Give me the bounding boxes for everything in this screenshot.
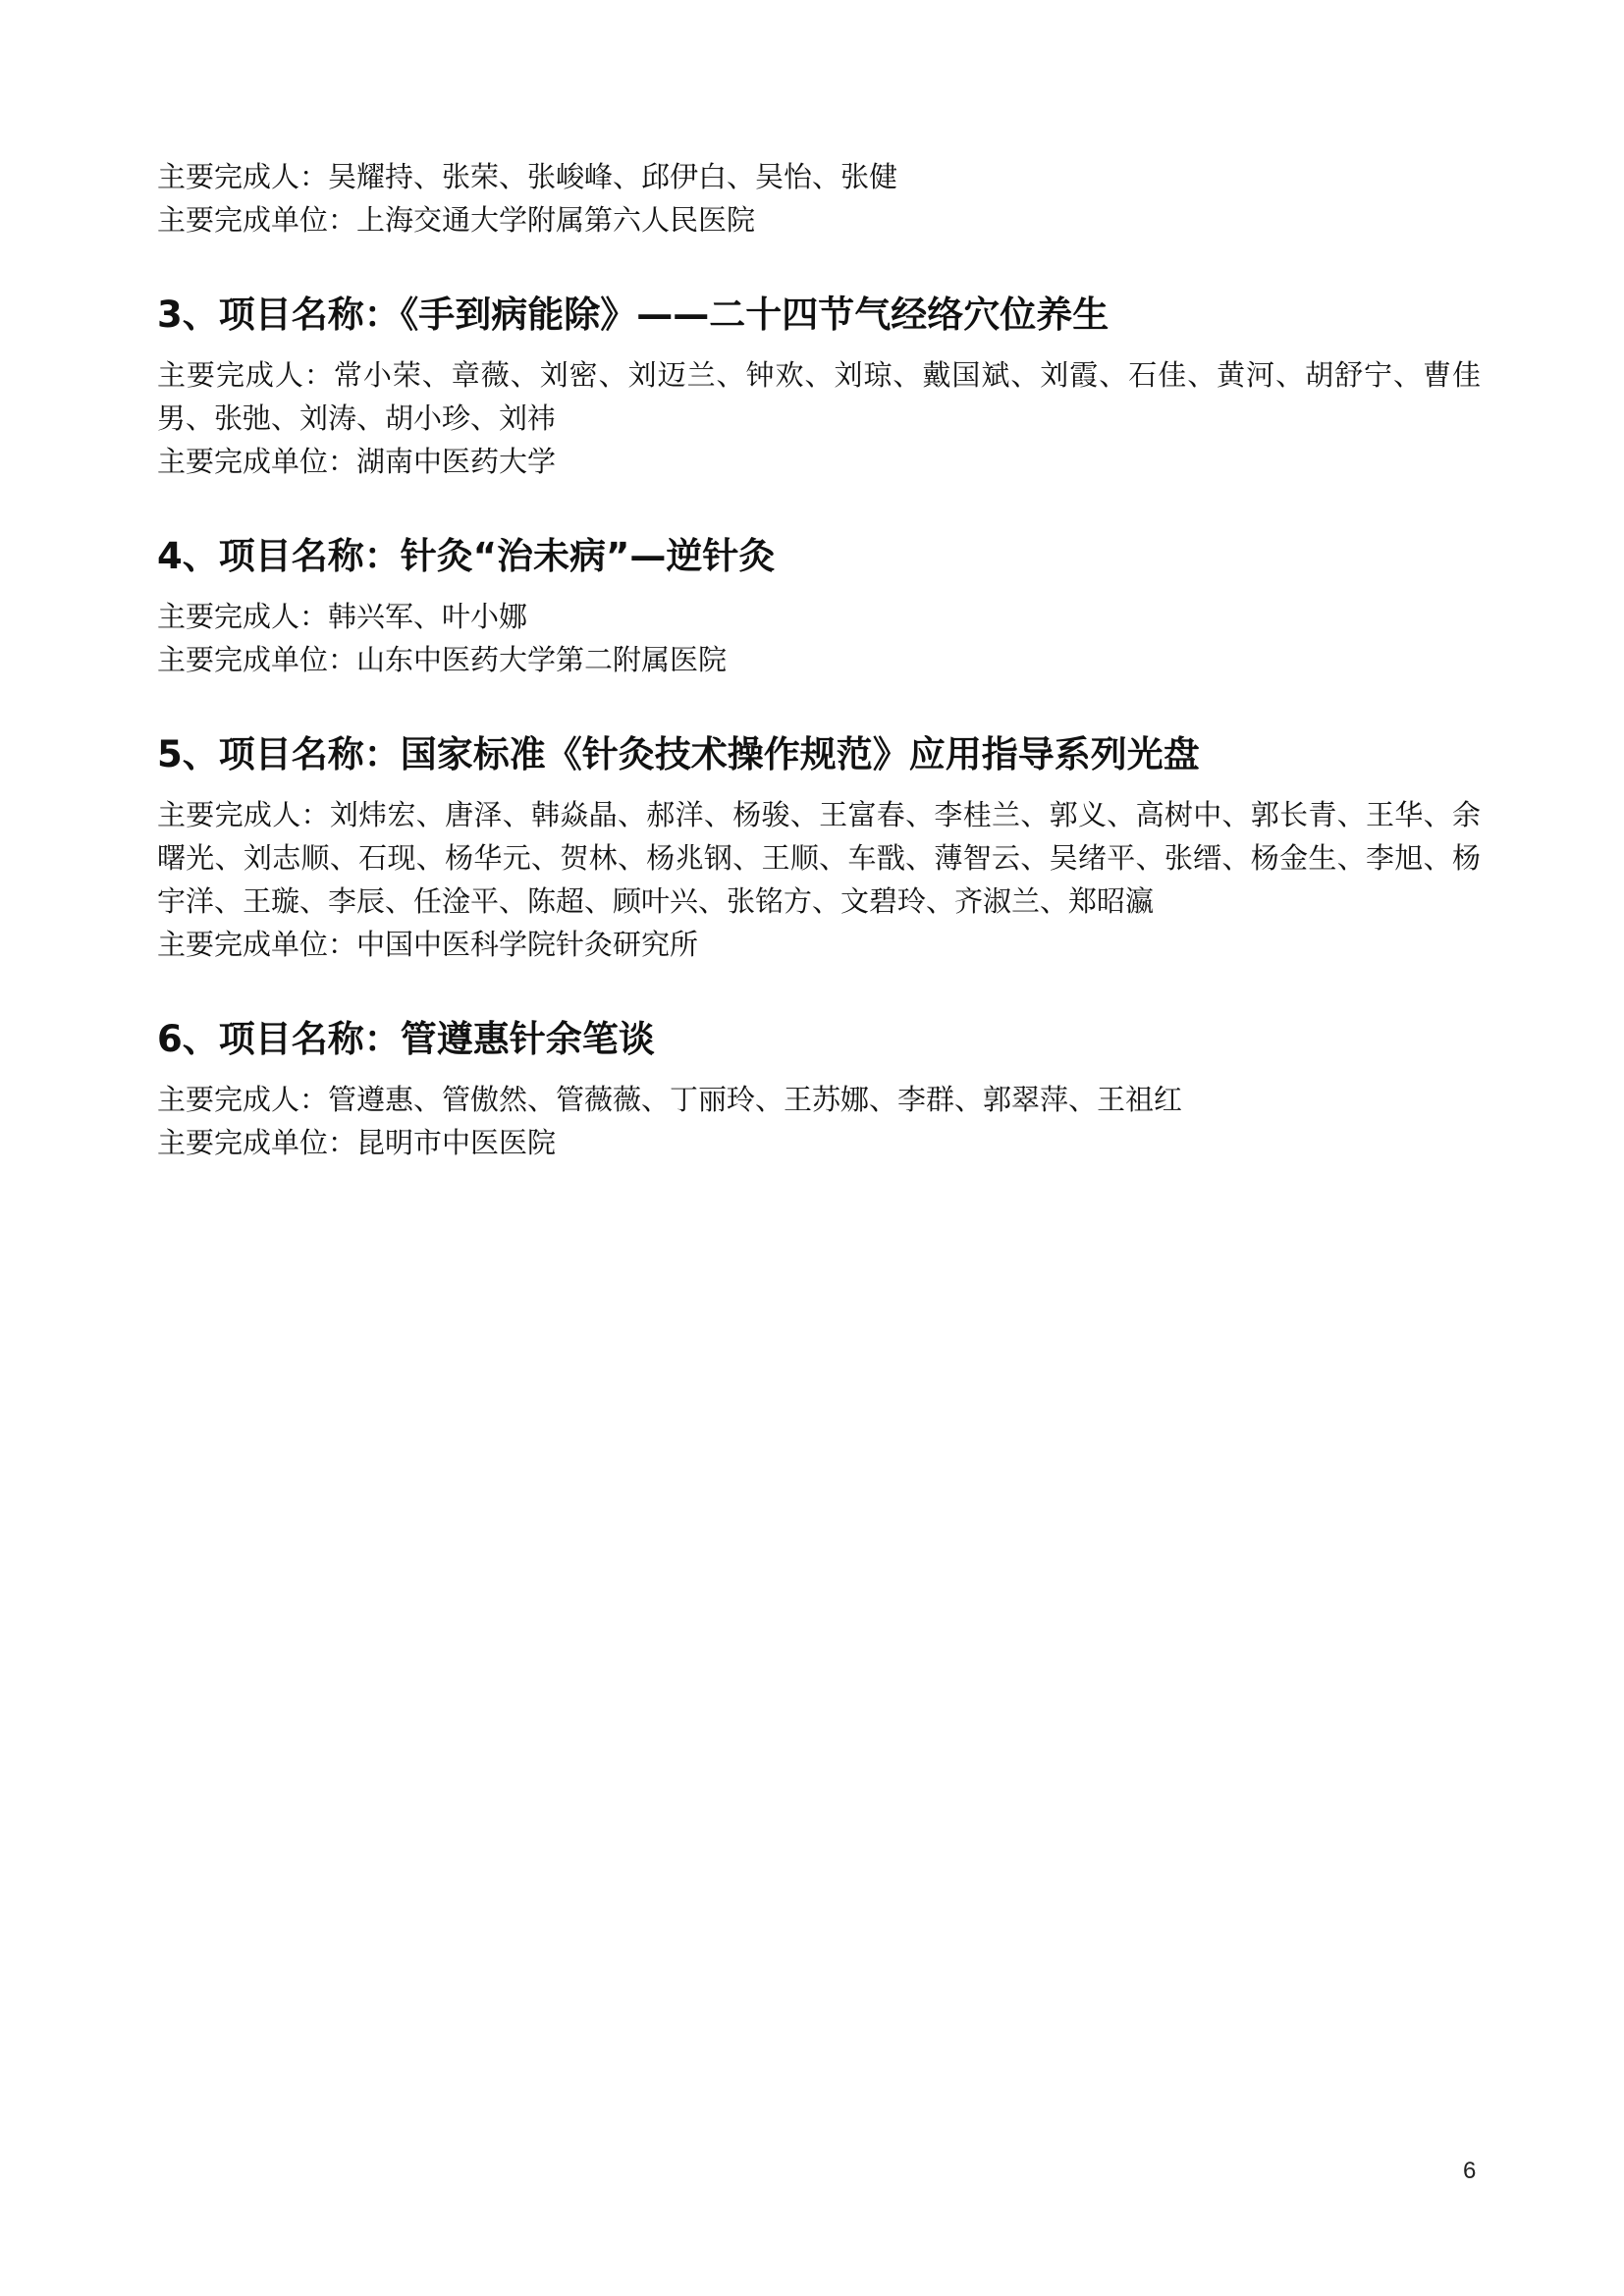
project-3 xyxy=(157,289,1483,483)
page-number: 6 xyxy=(1463,2158,1477,2184)
page-content xyxy=(157,155,1483,1164)
project-3-unit: 主要完成单位：湖南中医药大学 xyxy=(157,445,557,478)
project-5-members: 主要完成人：刘炜宏、唐泽、韩焱晶、郝洋、杨骏、王富春、李桂兰、郭义、高树中、郭长青、王华、余曙光、刘志顺、石现、杨华元、贺林、杨兆钢、王顺、车戬、薄智云、吴绪平、张缙、杨金生、李旭、杨宇洋、王璇、李辰、任淦平、陈超、顾叶兴、张铭方、文碧玲、齐淑兰、郑昭瀛 xyxy=(157,798,1481,918)
project-6-title: 6、项目名称：管遵惠针余笔谈 xyxy=(157,1018,655,1060)
project-6 xyxy=(157,1013,1483,1164)
project-5 xyxy=(157,728,1483,966)
intro-block xyxy=(157,155,1483,241)
project-5-unit: 主要完成单位：中国中医科学院针灸研究所 xyxy=(157,928,699,961)
project-4-unit: 主要完成单位：山东中医药大学第二附属医院 xyxy=(157,643,728,676)
project-5-title: 5、项目名称：国家标准《针灸技术操作规范》应用指导系列光盘 xyxy=(157,733,1200,775)
intro-unit: 主要完成单位：上海交通大学附属第六人民医院 xyxy=(157,203,756,237)
project-6-unit: 主要完成单位：昆明市中医医院 xyxy=(157,1126,557,1159)
project-6-members: 主要完成人：管遵惠、管傲然、管薇薇、丁丽玲、王苏娜、李群、郭翠萍、王祖红 xyxy=(157,1083,1183,1116)
project-4-title: 4、项目名称：针灸“治未病”—逆针灸 xyxy=(157,535,776,577)
intro-members: 主要完成人：吴耀持、张荣、张峻峰、邱伊白、吴怡、张健 xyxy=(157,160,898,193)
project-4 xyxy=(157,530,1483,681)
project-4-members: 主要完成人：韩兴军、叶小娜 xyxy=(157,600,528,633)
project-3-title: 3、项目名称：《手到病能除》——二十四节气经络穴位养生 xyxy=(157,294,1110,336)
project-3-members: 主要完成人：常小荣、章薇、刘密、刘迈兰、钟欢、刘琼、戴国斌、刘霞、石佳、黄河、胡舒宁、曹佳男、张弛、刘涛、胡小珍、刘祎 xyxy=(157,358,1481,435)
